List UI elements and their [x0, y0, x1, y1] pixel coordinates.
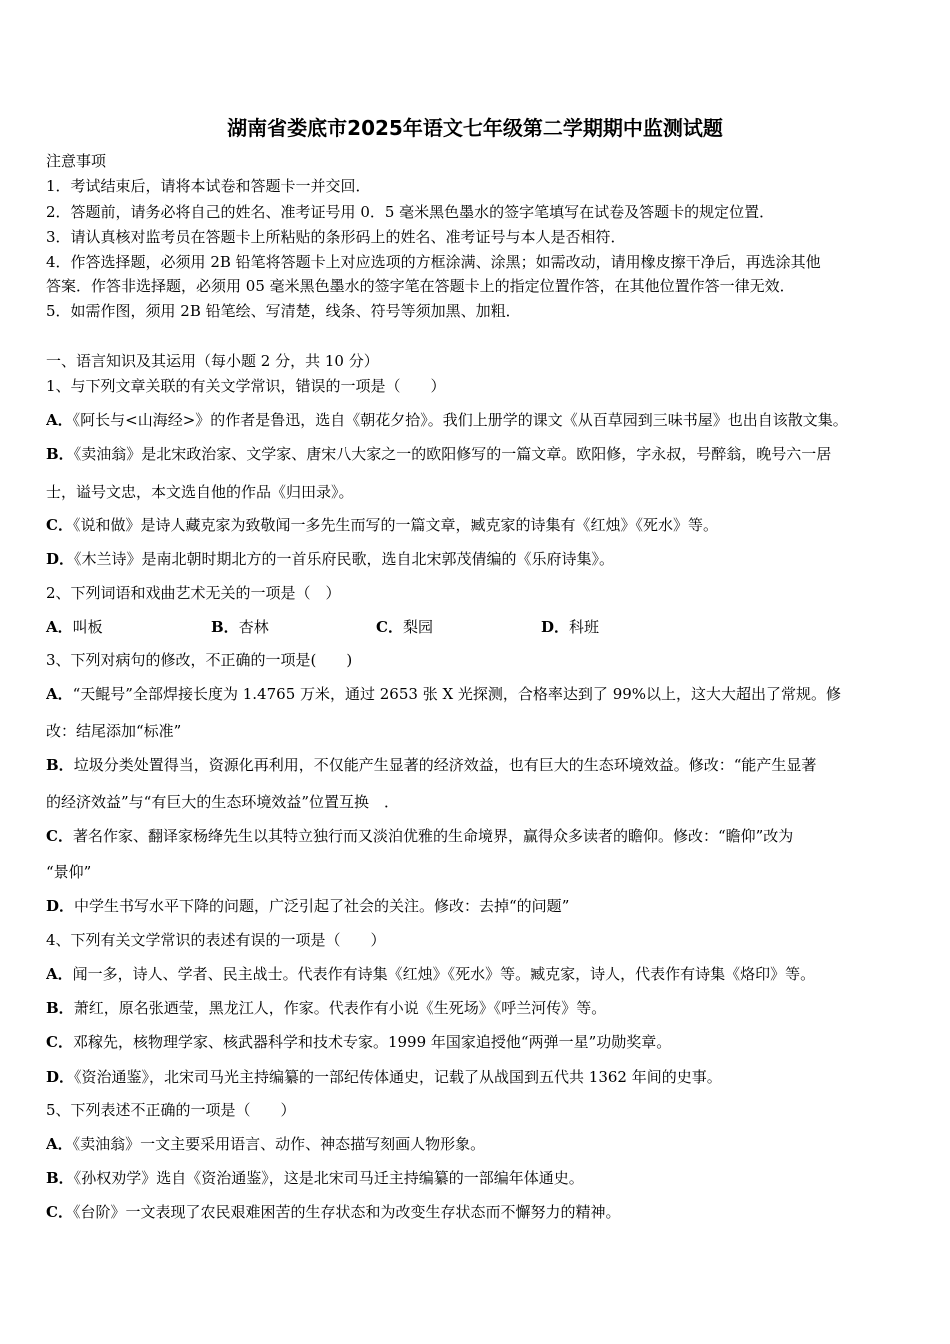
question-4-option-c — [46, 1032, 908, 1052]
question-1-option-d — [46, 549, 908, 569]
notice-item: 2．答题前，请务必将自己的姓名、准考证号用 0．5 毫米黑色墨水的签字笔填写在试卷及答题卡的规定位置． — [46, 203, 775, 221]
option-text: 杏林 — [238, 618, 269, 636]
question-5-stem: 5、下列表述不正确的一项是（ ） — [46, 1101, 296, 1119]
option-label: B． — [46, 445, 74, 463]
notice-item: 4．作答选择题，必须用 2B 铅笔将答题卡上对应选项的方框涂满、涂黑；如需改动，请用橡皮擦干净后，再选涂其他 — [46, 253, 821, 271]
option-text: 《资治通鉴》，北宋司马光主持编纂的一部纪传体通史，记载了从战国到五代共 1362 年间的史事。 — [74, 1068, 722, 1086]
notice-item: 3．请认真核对监考员在答题卡上所粘贴的条形码上的姓名、准考证号与本人是否相符． — [46, 228, 626, 246]
question-3-option-b — [46, 755, 908, 775]
notice-item: 5．如需作图，须用 2B 铅笔绘、写清楚，线条、符号等须加黑、加粗． — [46, 302, 521, 320]
question-2-option-b — [211, 617, 269, 637]
option-label: B． — [46, 999, 74, 1017]
question-3-stem: 3、下列对病句的修改，不正确的一项是( ) — [46, 651, 353, 669]
question-1-option-a — [46, 410, 908, 430]
option-text: 中学生书写水平下降的问题，广泛引起了社会的关注。修改：去掉“的问题” — [74, 897, 570, 915]
option-label: C． — [46, 516, 73, 534]
option-label: D． — [46, 897, 75, 915]
question-5-option-a — [46, 1134, 908, 1154]
option-text: 《木兰诗》是南北朝时期北方的一首乐府民歌，选自北宋郭茂倩编的《乐府诗集》。 — [74, 550, 615, 568]
option-label: A． — [46, 618, 73, 636]
option-label: D． — [541, 618, 570, 636]
question-5-option-b — [46, 1168, 908, 1188]
option-text: 《孙权劝学》选自《资治通鉴》，这是北宋司马迁主持编纂的一部编年体通史。 — [73, 1169, 584, 1187]
option-label: D． — [46, 550, 75, 568]
question-2-option-c — [376, 617, 433, 637]
option-text: 闻一多，诗人、学者、民主战士。代表作有诗集《红烛》《死水》等。臧克家，诗人，代表作有诗集《烙印》等。 — [72, 965, 816, 983]
question-3-option-b-cont: 的经济效益”与“有巨大的生态环境效益”位置互换 ． — [46, 793, 400, 811]
option-text: 垃圾分类处置得当，资源化再利用，不仅能产生显著的经济效益，也有巨大的生态环境效益。修改：“能产生显著 — [73, 756, 817, 774]
question-2-option-a — [46, 617, 103, 637]
question-3-option-c — [46, 826, 908, 846]
question-3-option-d — [46, 896, 908, 916]
option-text: 《说和做》是诗人藏克家为致敬闻一多先生而写的一篇文章，臧克家的诗集有《红烛》《死水》等。 — [72, 516, 718, 534]
option-text: 《卖油翁》是北宋政治家、文学家、唐宋八大家之一的欧阳修写的一篇文章。欧阳修，字永叔，号醉翁，晚号六一居 — [73, 445, 832, 463]
option-label: C． — [46, 1203, 73, 1221]
option-text: 《阿长与<山海经>》的作者是鲁迅，选自《朝花夕拾》。我们上册学的课文《从百草园到三味书屋》也出自该散文集。 — [72, 411, 848, 429]
question-1-option-b-cont: 士，谥号文忠，本文选自他的作品《归田录》。 — [46, 483, 354, 501]
question-3-option-a — [46, 684, 908, 704]
option-text: 科班 — [569, 618, 600, 636]
question-1-stem: 1、与下列文章关联的有关文学常识，错误的一项是（ ） — [46, 377, 446, 395]
option-label: A． — [46, 965, 73, 983]
option-label: D． — [46, 1068, 75, 1086]
option-label: B． — [46, 1169, 74, 1187]
notice-item: 1．考试结束后，请将本试卷和答题卡一并交回． — [46, 177, 371, 195]
option-label: A． — [46, 685, 73, 703]
notice-heading: 注意事项 — [46, 152, 107, 170]
option-label: A． — [46, 411, 73, 429]
option-label: B． — [211, 618, 239, 636]
notice-item: 答案．作答非选择题，必须用 05 毫米黑色墨水的签字笔在答题卡上的指定位置作答，在其他位置作答一律无效． — [46, 277, 795, 295]
question-4-stem: 4、下列有关文学常识的表述有误的一项是（ ） — [46, 931, 386, 949]
question-4-option-a — [46, 964, 908, 984]
option-text: 叫板 — [72, 618, 103, 636]
option-label: C． — [46, 1033, 73, 1051]
question-2-option-d — [541, 617, 599, 637]
question-4-option-b — [46, 998, 908, 1018]
option-text: 邓稼先，核物理学家、核武器科学和技术专家。1999 年国家追授他“两弹一星”功勋奖章。 — [72, 1033, 672, 1051]
option-label: B． — [46, 756, 74, 774]
option-text: “天鲲号”全部焊接长度为 1.4765 万米，通过 2653 张 X 光探测，合格率达到了 99%以上，这大大超出了常规。修 — [72, 685, 842, 703]
question-1-option-b — [46, 444, 908, 464]
option-text: 梨园 — [402, 618, 433, 636]
question-3-option-c-cont: “景仰” — [46, 863, 92, 881]
question-3-option-a-cont: 改：结尾添加“标准” — [46, 722, 182, 740]
option-label: C． — [46, 827, 73, 845]
option-label: C． — [376, 618, 403, 636]
option-label: A． — [46, 1135, 73, 1153]
question-5-option-c — [46, 1202, 908, 1222]
question-1-option-c — [46, 515, 908, 535]
option-text: 《台阶》一文表现了农民艰难困苦的生存状态和为改变生存状态而不懈努力的精神。 — [72, 1203, 621, 1221]
question-4-option-d — [46, 1067, 908, 1087]
section-heading: 一、语言知识及其运用（每小题 2 分，共 10 分） — [46, 352, 379, 370]
question-2-stem: 2、下列词语和戏曲艺术无关的一项是（ ） — [46, 584, 341, 602]
option-text: 萧红，原名张迺莹，黑龙江人，作家。代表作有小说《生死场》《呼兰河传》等。 — [73, 999, 607, 1017]
page-title: 湖南省娄底市2025年语文七年级第二学期期中监测试题 — [227, 116, 723, 140]
option-text: 《卖油翁》一文主要采用语言、动作、神态描写刻画人物形象。 — [72, 1135, 486, 1153]
option-text: 著名作家、翻译家杨绛先生以其特立独行而又淡泊优雅的生命境界，赢得众多读者的瞻仰。修改：“瞻仰”改为 — [72, 827, 794, 845]
